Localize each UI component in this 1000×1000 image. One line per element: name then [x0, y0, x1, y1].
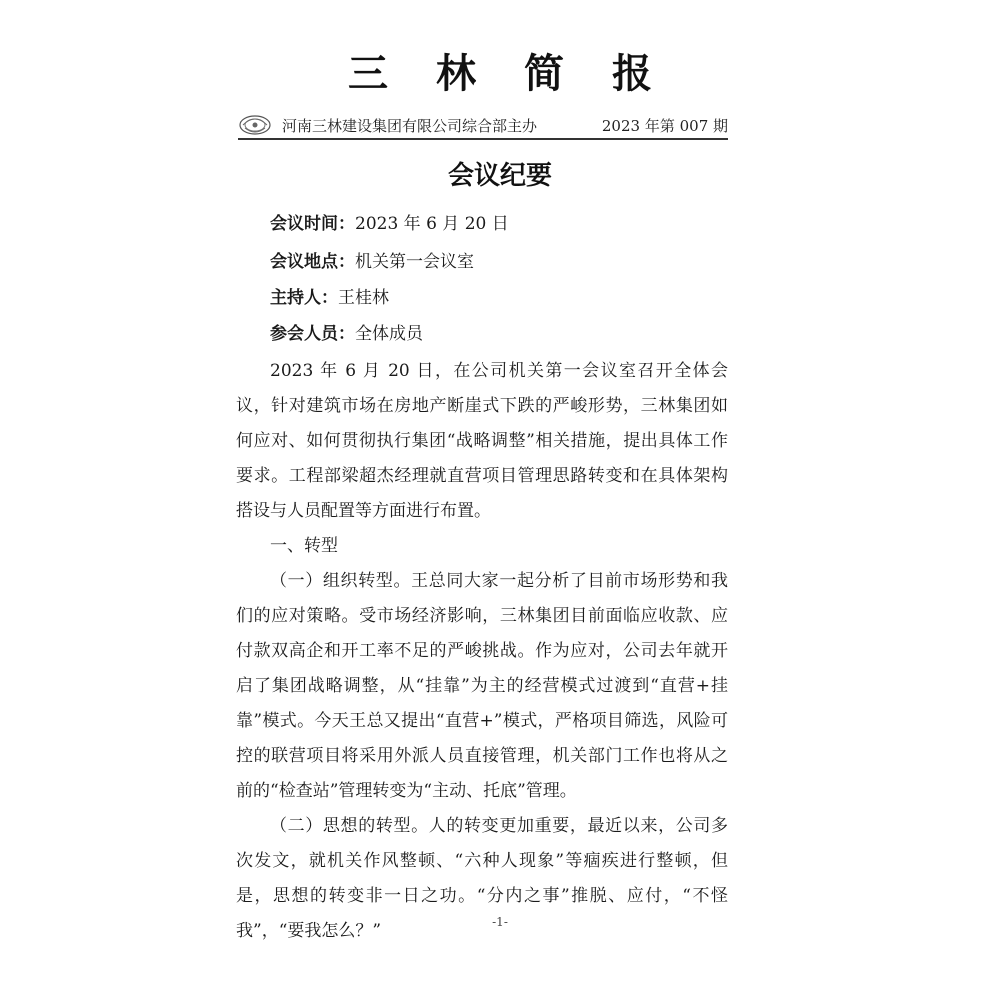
meta-value: 2023 年 6 月 20 日 [355, 214, 509, 234]
paragraph-mindset-transformation: （二）思想的转型。人的转变更加重要，最近以来，公司多次发文，就机关作风整顿、“六种人现象”等痼疾进行整顿，但是，思想的转变非一日之功。“分内之事”推脱、应付，“不怪我”，“要我怎么？” [236, 816, 728, 941]
meta-attendees [270, 322, 423, 346]
masthead-title: 三林简报 [348, 50, 700, 97]
meta-label: 主持人： [270, 288, 338, 308]
meta-label: 参会人员： [270, 324, 355, 344]
meta-host [270, 286, 389, 310]
meta-value: 全体成员 [355, 324, 423, 344]
meta-label: 会议时间： [270, 214, 355, 234]
paragraph-organization-transformation: （一）组织转型。王总同大家一起分析了目前市场形势和我们的应对策略。受市场经济影响，三林集团目前面临应收款、应付款双高企和开工率不足的严峻挑战。作为应对，公司去年就开启了集团战略调整，从“挂靠”为主的经营模式过渡到“直营+挂靠”模式。今天王总又提出“直营+”模式，严格项目筛选，风险可控的联营项目将采用外派人员直接管理，机关部门工作也将从之前的“检查站”管理转变为“主动、托底”管理。 [236, 571, 728, 801]
meta-value: 王桂林 [338, 288, 389, 308]
meta-meeting-place [270, 250, 474, 274]
document-title: 会议纪要 [447, 161, 552, 191]
header-divider [238, 138, 728, 140]
company-logo-icon [238, 114, 272, 136]
meta-label: 会议地点： [270, 252, 355, 272]
meta-meeting-time [270, 212, 509, 236]
organizer-line: 河南三林建设集团有限公司综合部主办 [282, 117, 538, 135]
meta-value: 机关第一会议室 [355, 252, 474, 272]
page-number: -1- [492, 915, 508, 929]
paragraph-intro: 2023 年 6 月 20 日，在公司机关第一会议室召开全体会议，针对建筑市场在房地产断崖式下跌的严峻形势，三林集团如何应对、如何贯彻执行集团“战略调整”相关措施，提出具体工作要求。工程部梁超杰经理就直营项目管理思路转变和在具体架构搭设与人员配置等方面进行布置。 [236, 361, 728, 521]
document-body [236, 354, 728, 949]
section-heading: 一、转型 [270, 536, 338, 556]
issue-number: 2023 年第 007 期 [601, 117, 728, 135]
